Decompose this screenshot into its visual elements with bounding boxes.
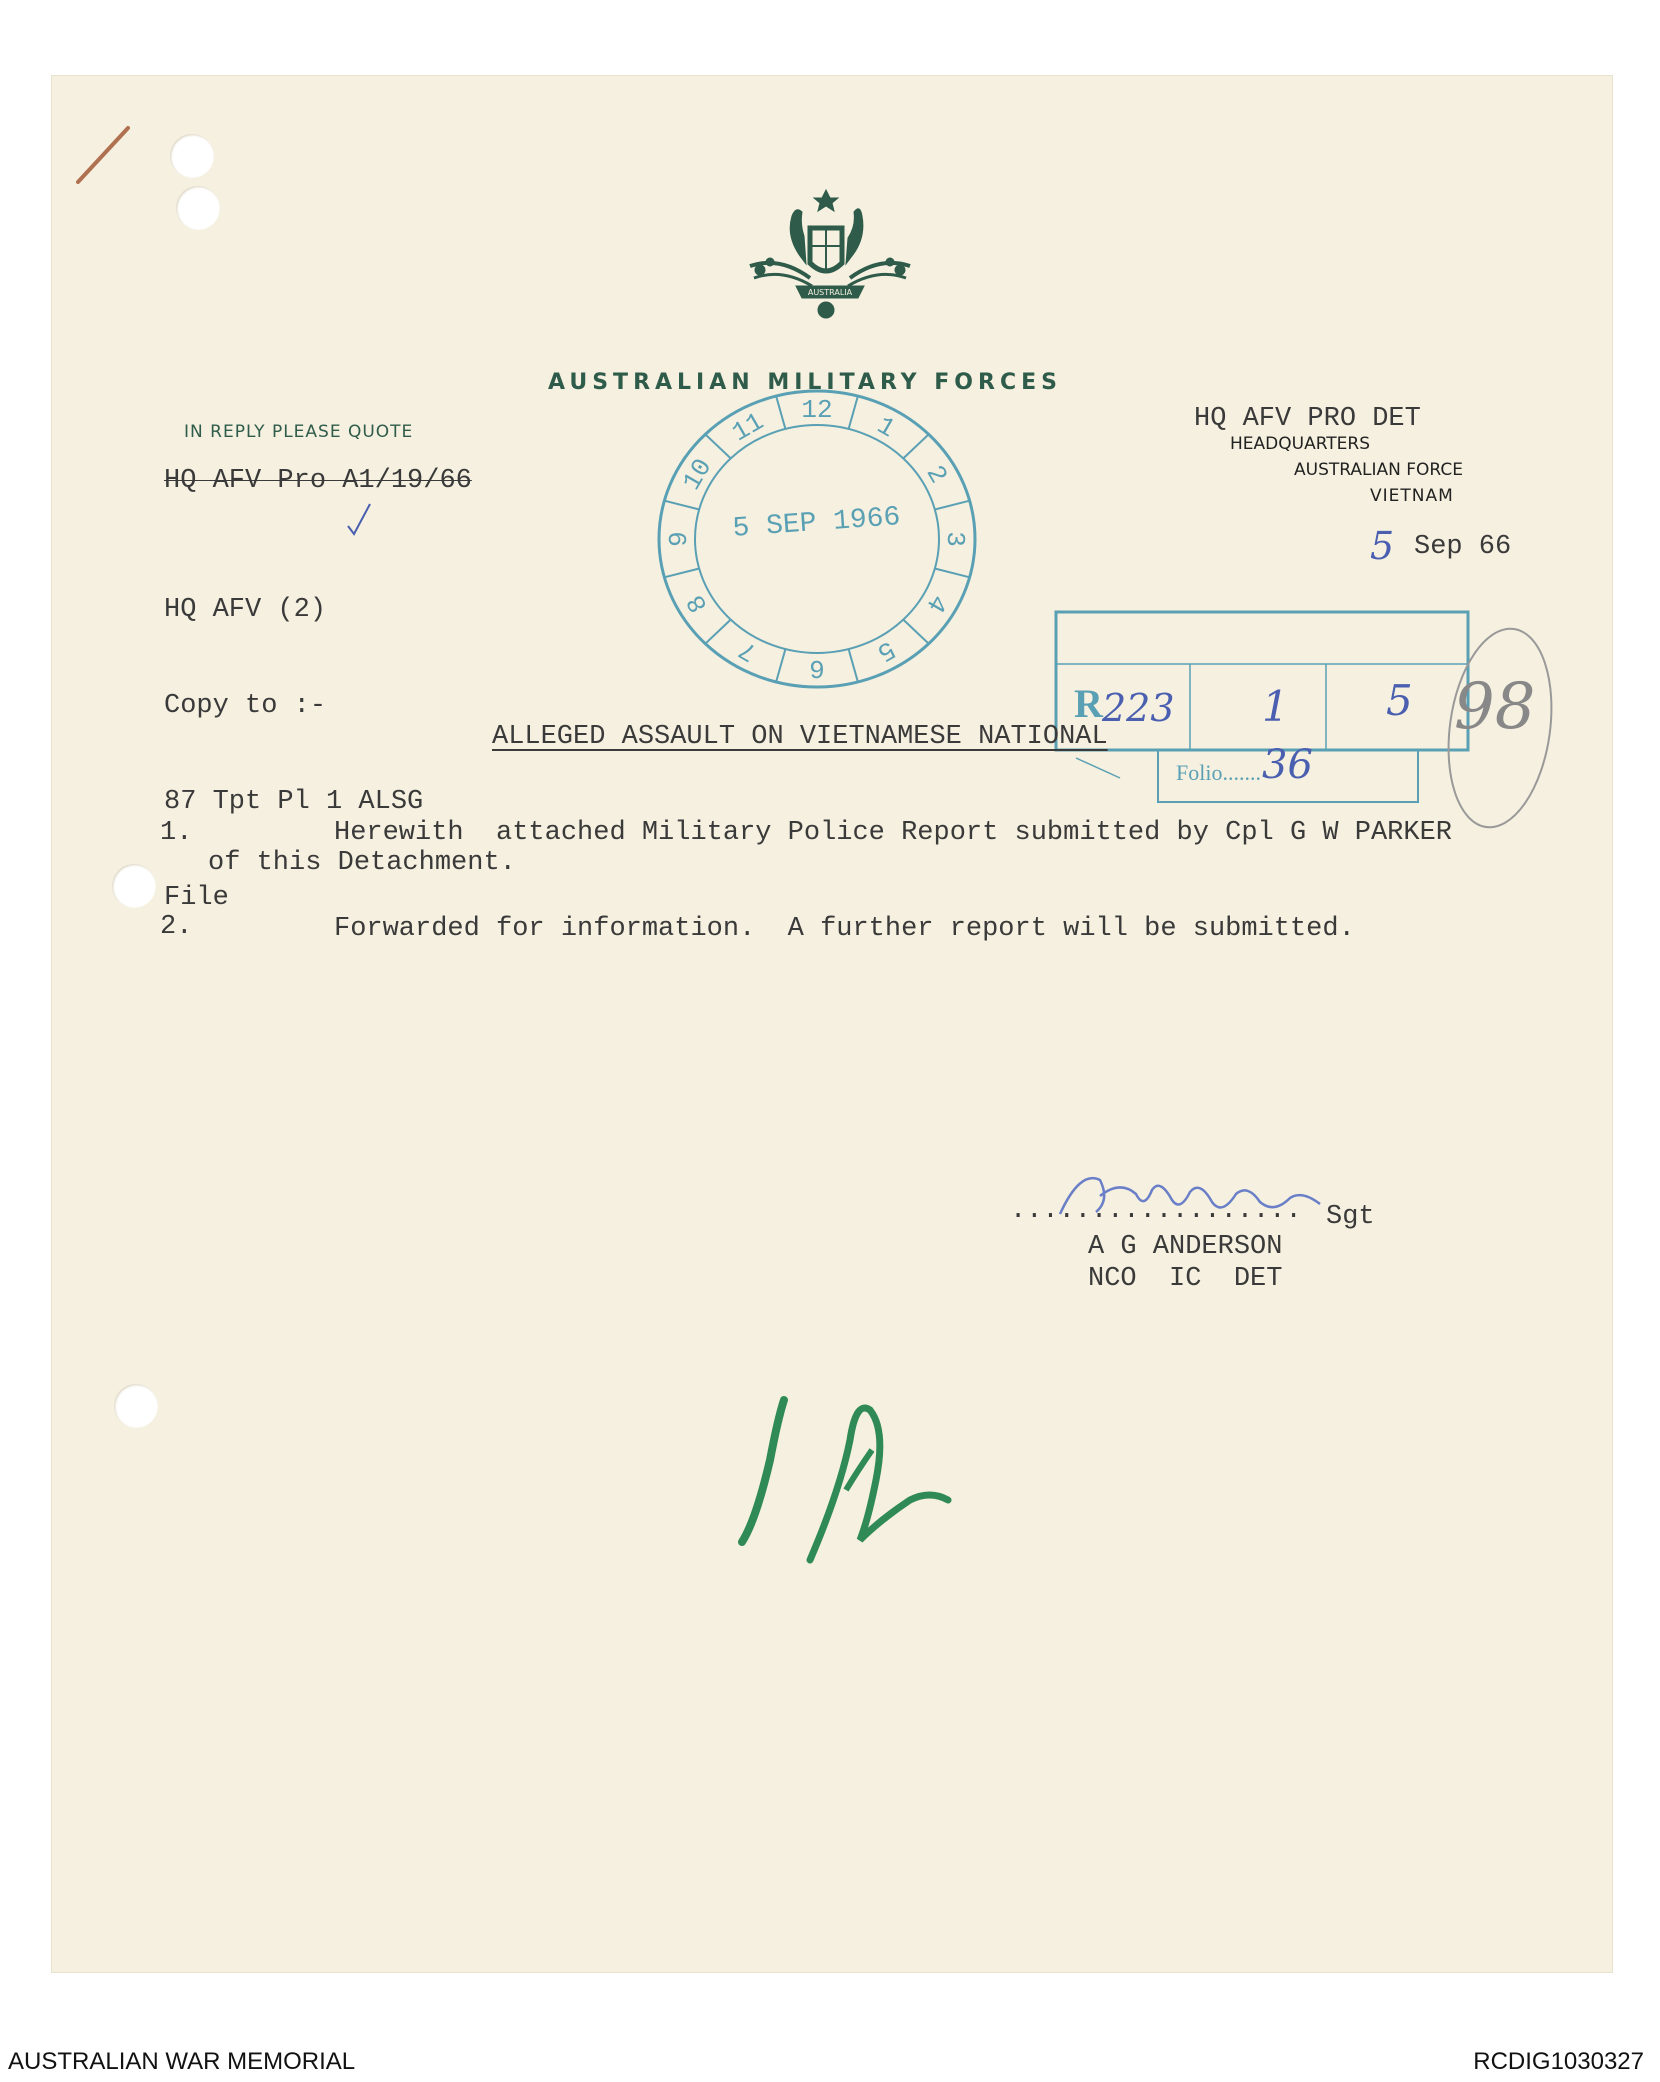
stamp-date: 5 SEP 1966 [731, 502, 902, 545]
distribution-line: Copy to :- [164, 691, 327, 721]
stamp-clock-number: 1 [871, 410, 901, 445]
distribution-list [164, 530, 423, 946]
subject-line: ALLEGED ASSAULT ON VIETNAMESE NATIONAL [492, 722, 1108, 752]
stamp-tick [935, 501, 970, 510]
reply-quote-label: IN REPLY PLEASE QUOTE [184, 422, 414, 442]
stamp-tick [935, 569, 970, 578]
paragraph-1-line-2: of this Detachment. [208, 848, 516, 878]
stamp-tick [849, 396, 858, 429]
registry-field-2: 1 [1262, 682, 1289, 731]
stamp-tick [776, 396, 785, 429]
green-initials-mark [730, 1370, 970, 1570]
signature-title: NCO IC DET [1088, 1264, 1283, 1294]
stamp-tick [903, 434, 928, 458]
margin-number: 98 [1454, 670, 1536, 744]
rust-mark [70, 120, 140, 190]
letterhead-title: AUSTRALIAN MILITARY FORCES [548, 370, 1062, 395]
folio-label: Folio....... [1176, 760, 1261, 785]
paragraph-number: 2. [160, 912, 193, 942]
registry-field-3: 5 [1386, 676, 1413, 725]
stamp-tick [705, 434, 730, 458]
stamp-clock-number: 11 [726, 406, 770, 449]
punch-hole [114, 1384, 158, 1428]
sender-line-3: VIETNAM [1370, 486, 1454, 506]
stamp-clock-number: 2 [919, 460, 954, 489]
stamp-tick [903, 620, 928, 644]
stamp-clock-number: 8 [680, 589, 715, 618]
stamp-tick [705, 620, 730, 644]
registry-prefix: R [1074, 681, 1103, 726]
paragraph-1-line-1: Herewith attached Military Police Report submitted by Cpl G W PARKER [334, 818, 1452, 848]
date-received-stamp [654, 386, 980, 692]
footer-catalogue-id: RCDIG1030327 [1473, 2048, 1644, 2075]
document-page [52, 76, 1612, 1972]
folio-label-text: Folio [1176, 760, 1223, 785]
sender-date-day: 5 [1370, 524, 1395, 568]
paragraph-2-line-1: Forwarded for information. A further report will be submitted. [334, 914, 1355, 944]
stamp-tick [664, 501, 699, 510]
stamp-clock-number: 4 [919, 589, 954, 618]
stamp-clock-number: 10 [676, 453, 719, 496]
distribution-line: HQ AFV (2) [164, 595, 327, 625]
stamp-clock-number: 5 [871, 633, 901, 668]
stamp-clock-number: 9 [664, 531, 694, 547]
paragraph-number: 1. [160, 818, 193, 848]
sender-unit: HQ AFV PRO DET [1194, 404, 1421, 434]
footer-source: AUSTRALIAN WAR MEMORIAL [8, 2048, 356, 2075]
stamp-tick [664, 569, 699, 578]
registry-handwritten-ref: 223 [1102, 686, 1175, 730]
signature-rank: Sgt [1326, 1202, 1375, 1232]
folio-number: 36 [1262, 742, 1313, 788]
reference-number: HQ AFV Pro A1/19/66 [164, 466, 472, 496]
crest-scroll-text: AUSTRALIA [807, 288, 853, 297]
stamp-clock-number: 3 [940, 531, 970, 547]
signature-dots: .................. [1010, 1196, 1302, 1226]
stamp-tick [776, 649, 785, 682]
distribution-line: 87 Tpt Pl 1 ALSG [164, 787, 424, 817]
sender-line-1: HEADQUARTERS [1230, 434, 1371, 454]
sender-line-2: AUSTRALIAN FORCE [1294, 460, 1463, 480]
punch-hole [170, 134, 214, 178]
punch-hole [176, 186, 220, 230]
distribution-line: File [164, 883, 229, 913]
punch-hole [112, 864, 156, 908]
stamp-clock-number: 7 [733, 633, 763, 668]
stamp-clock-number: 12 [801, 395, 833, 425]
coat-of-arms-logo [730, 186, 930, 326]
stamp-clock-number: 6 [809, 653, 825, 683]
signature-name: A G ANDERSON [1088, 1232, 1283, 1262]
stamp-tick [849, 649, 858, 682]
sender-date-month-year: Sep 66 [1414, 532, 1512, 562]
checkmark-icon [344, 500, 374, 540]
